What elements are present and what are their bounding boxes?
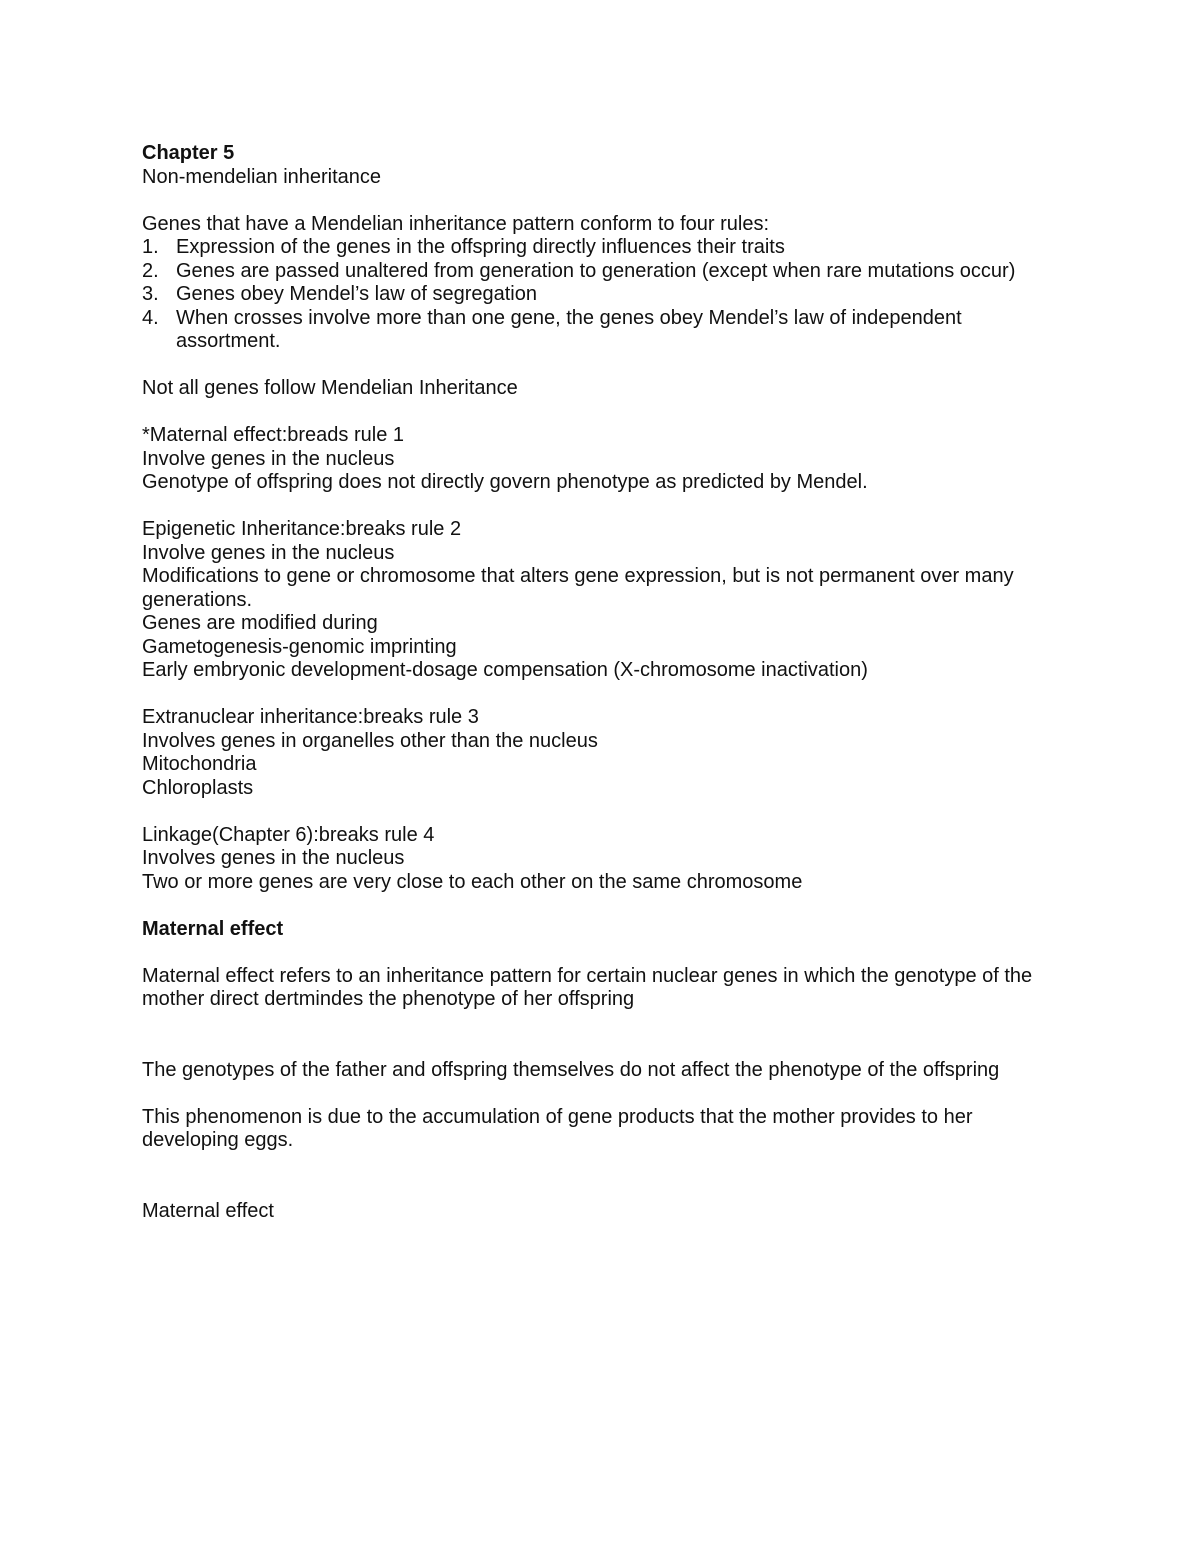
spacer: [142, 1082, 1072, 1106]
rule-number: 4.: [142, 306, 159, 329]
rules-intro: Genes that have a Mendelian inheritance pattern conform to four rules:: [142, 212, 770, 235]
extranuclear-line: Mitochondria: [142, 753, 257, 775]
rule-number: 3.: [142, 283, 159, 305]
epigenetic-line: Gametogenesis-genomic imprinting: [142, 635, 457, 658]
page-title: Chapter 5: [142, 142, 235, 164]
spacer: [142, 800, 1072, 824]
maternal-effect-line: Genotype of offspring does not directly govern phenotype as predicted by Mendel.: [142, 471, 868, 493]
maternal-effect-closing: Maternal effect: [142, 1199, 274, 1222]
rule-item: [142, 236, 1072, 260]
rule-text: Expression of the genes in the offspring directly influences their traits: [176, 236, 785, 258]
rule-number: 1.: [142, 236, 159, 258]
spacer: [142, 894, 1072, 918]
rules-list: [142, 236, 1072, 354]
rule-item: [142, 283, 1072, 307]
maternal-effect-section-heading: Maternal effect: [142, 917, 284, 940]
spacer: [142, 1153, 1072, 1200]
epigenetic-line: Genes are modified during: [142, 612, 378, 634]
rule-text: Genes obey Mendel’s law of segregation: [176, 283, 537, 305]
linkage-line: Two or more genes are very close to each other on the same chromosome: [142, 870, 803, 893]
rule-text: When crosses involve more than one gene, the genes obey Mendel’s law of independent assortment.: [176, 306, 962, 352]
not-all-genes-text: Not all genes follow Mendelian Inheritance: [142, 377, 518, 399]
rule-item: [142, 307, 1072, 354]
linkage-line: Involves genes in the nucleus: [142, 847, 405, 869]
rule-item: [142, 260, 1072, 284]
maternal-effect-paragraph: The genotypes of the father and offspring themselves do not affect the phenotype of the offspring: [142, 1058, 1000, 1081]
spacer: [142, 1012, 1072, 1059]
maternal-effect-paragraph: Maternal effect refers to an inheritance pattern for certain nuclear genes in which the genotype of the mother direct dertmindes the phenotype of her offspring: [142, 964, 1033, 1010]
document-page: [142, 142, 1072, 1223]
spacer: [142, 495, 1072, 519]
spacer: [142, 941, 1072, 965]
rule-text: Genes are passed unaltered from generation to generation (except when rare mutations occur): [176, 259, 1016, 282]
spacer: [142, 401, 1072, 425]
spacer: [142, 189, 1072, 213]
extranuclear-line: Involves genes in organelles other than the nucleus: [142, 729, 598, 752]
spacer: [142, 354, 1072, 378]
maternal-effect-summary-heading: *Maternal effect:breads rule 1: [142, 424, 405, 446]
extranuclear-heading: Extranuclear inheritance:breaks rule 3: [142, 706, 479, 728]
rule-number: 2.: [142, 259, 159, 282]
extranuclear-line: Chloroplasts: [142, 776, 254, 799]
epigenetic-line: Modifications to gene or chromosome that alters gene expression, but is not permanent over many generations.: [142, 565, 1014, 611]
maternal-effect-paragraph: This phenomenon is due to the accumulation of gene products that the mother provides to her developing eggs.: [142, 1105, 973, 1151]
spacer: [142, 683, 1072, 707]
maternal-effect-line: Involve genes in the nucleus: [142, 447, 395, 470]
epigenetic-line: Involve genes in the nucleus: [142, 541, 395, 564]
linkage-heading: Linkage(Chapter 6):breaks rule 4: [142, 823, 435, 846]
epigenetic-line: Early embryonic development-dosage compensation (X-chromosome inactivation): [142, 659, 868, 681]
epigenetic-heading: Epigenetic Inheritance:breaks rule 2: [142, 518, 462, 540]
page-subtitle: Non-mendelian inheritance: [142, 165, 382, 188]
